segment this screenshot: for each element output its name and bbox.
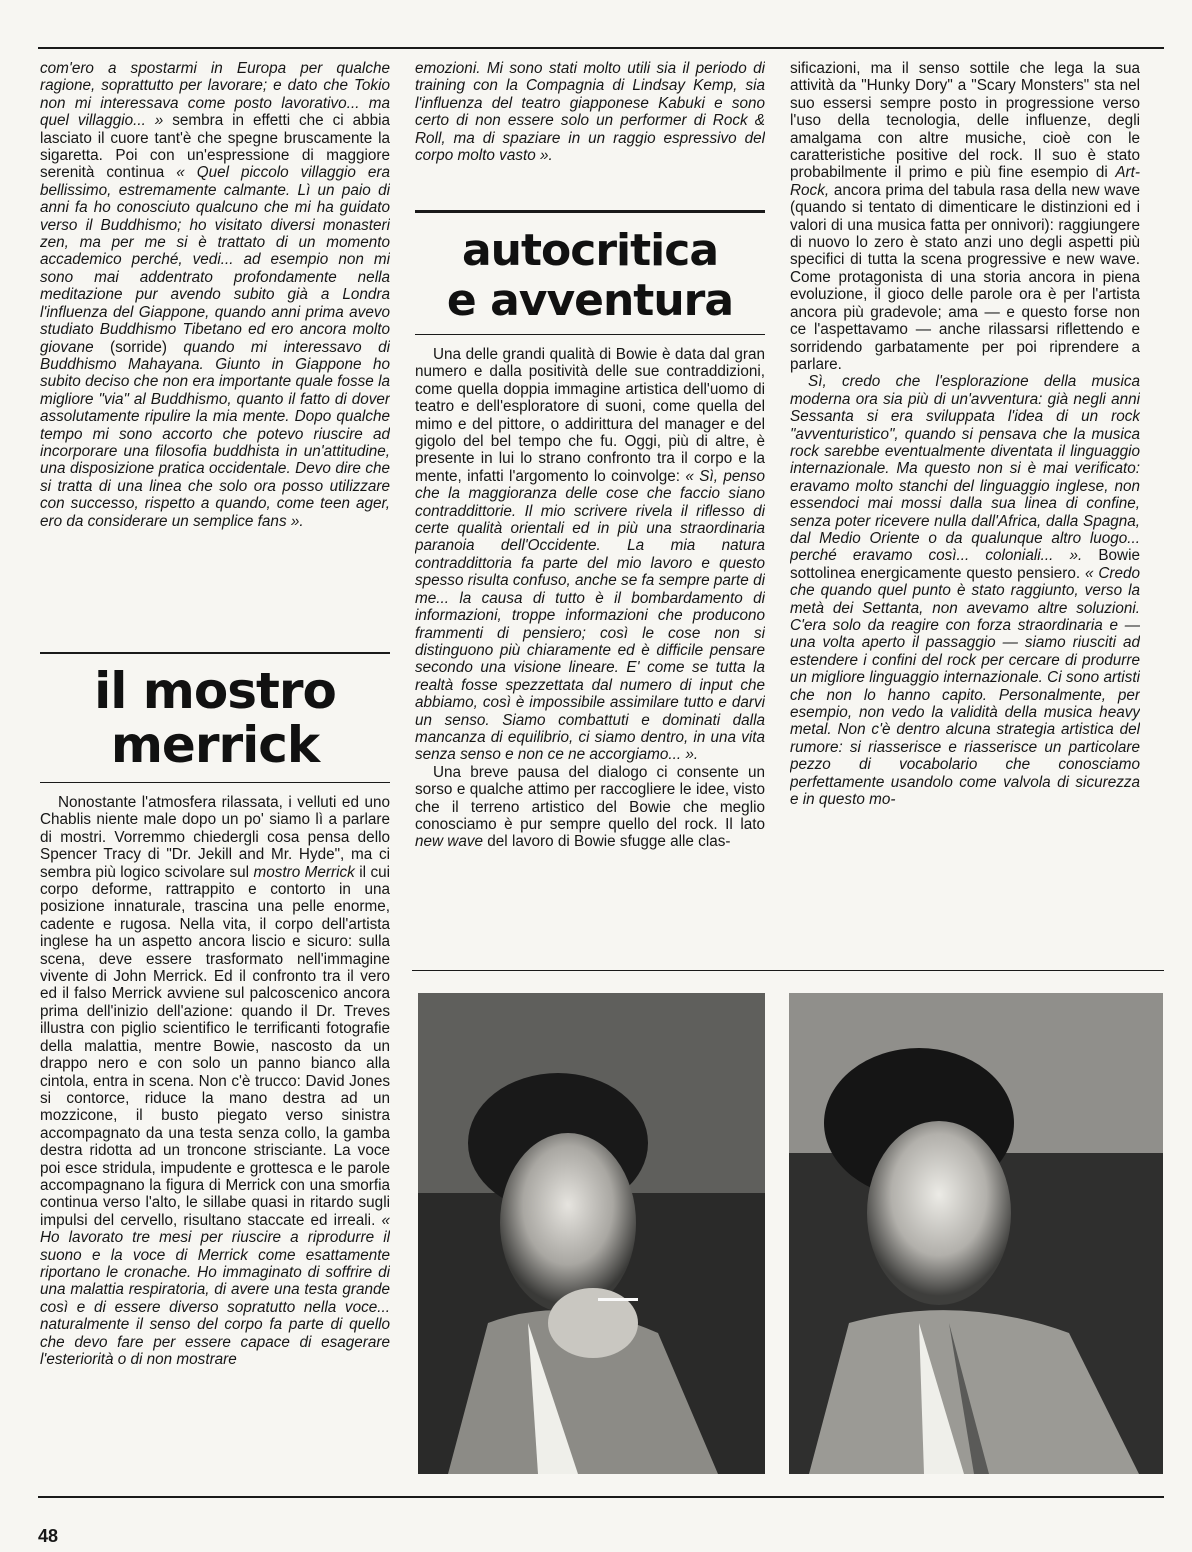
bowie-photo-portrait-image	[789, 993, 1163, 1474]
col1b-p1b: il cui corpo deforme, rattrappito e contorto in una posizione innaturale, trascina una pelle enorme, cadente e rugosa. Nella vita, il corpo dell'artista inglese ha un aspetto ancora liscio e sicuro: sulla scena, deve essere trasformato nell'immagine vivente di John Merrick. Ed il confronto tra il vero ed il falso Merrick avviene sul palcoscenico ancora prima dell'inizio dell'azione: quando il Dr. Treves illustra con piglio scientifico le terrificanti fotografie della malattia, mentre Bowie, nascosto da un drappo nero e con solo un panno bianco alla cintola, entra in scena. Non c'è trucco: David Jones si contorce, riduce la mano destra ad un mozzicone, il busto piegato verso sinistra accompagnato da una testa senza collo, la gamba destra ridotta ad un troncone strisciante. La voce poi esce stridula, impudente e grottesca e le parole accompagnano la figura di Merrick con una smorfia continua verso l'alto, le sillabe quasi in ritardo sugli impulsi del cervello, risultano staccate ed irreali.	[40, 863, 390, 1229]
bottom-rule	[38, 1496, 1164, 1498]
col1b-p1c: « Ho lavorato tre mesi per riuscire a riprodurre il suono e la voce di Merrick come esattamente riportano le cronache. Ho immaginato di soffrire di una malattia respiratoria, di avere una testa grande così e di essere diverso sopratutto nella voce... naturalmente il senso del corpo fa parte di quello che devo fare per essere capace di esagerare l'esteriorità o di non mostrare	[40, 1211, 390, 1368]
column-1-text	[40, 60, 390, 638]
heading2-rule-bottom	[415, 334, 765, 335]
heading2-rule-top	[415, 210, 765, 213]
heading1-rule-bottom	[40, 782, 390, 783]
bowie-photo-portrait	[789, 993, 1163, 1474]
col1-p1d: (sorride)	[110, 338, 167, 356]
photo-rule-top	[412, 970, 1164, 971]
heading1-line1: il mostro	[94, 662, 336, 720]
col1b-p1: Nonostante l'atmosfera rilassata, i velluti ed uno Chablis niente male dopo un po' siamo lì a parlare di mostri. Vorremmo chiedergli cosa pensa dello Spencer Tracy di "Dr. Jekill and Mr. Hyde", ma ci sembra più logico scivolare sul	[40, 794, 390, 881]
col1-p1b: sembra in effetti che ci abbia lasciato il cuore tant'è che spegne bruscamente la sigaretta. Poi con un'espressione di maggiore serenità continua	[40, 112, 390, 182]
col3-p2c: « Credo che quando quel punto è stato raggiunto, verso la metà dei Settanta, non avevamo altre soluzioni. C'era solo da reagire con forza straordinaria e — una volta aperto il passaggio — siamo riusciti ad estendere i confini del rock per cercare di produrre un migliore linguaggio internazionale. Ci sono artisti che non lo hanno capito. Personalmente, per esempio, non vedo la validità della musica heavy metal. Non c'è dentro alcuna strategia artistica del rumore: si riasserisce e riasserisce un particolare pezzo di vocabolario che conosciamo perfettamente usandolo come valvola di sicurezza e in questo mo-	[790, 564, 1140, 809]
col1-p1c: « Quel piccolo villaggio era bellissimo, estremamente calmante. Lì un paio di anni fa ho conosciuto qualcuno che mi ha guidato verso il Buddhismo; ho visitato diversi monasteri zen, ma per me si è trattato di un momento accademico perché, vedi... ad esempio non mi sono mai addentrato profondamente nella meditazione pur avendo subito già a Londra l'influenza del Giappone, quando anni prima avevo studiato Buddhismo Tibetano ed ero ancora molto giovane	[40, 164, 390, 356]
col1-p1e: quando mi interessavo di Buddhismo Mahayana. Giunto in Giappone ho subito deciso che non era importante quale fosse la migliore "via" al Buddhismo, quanto il fatto di dover assolutamente ripulire la mia mente. Dopo qualche tempo mi sono accorto che potevo riuscire ad incorporare una filosofia buddhista in un'attitudine, una disposizione pratica occidentale. Devo dire che si tratta di una linea che solo ora posso utilizzare con successo, rispetto a quando, come teen ager, ero da considerare un semplice fans ».	[40, 338, 390, 530]
top-rule	[38, 47, 1164, 49]
col3-p1-italic: Art-Rock,	[790, 164, 1140, 199]
col3-p2-italic: Sì, credo che l'esplorazione della musica moderna ora sia più di un'avventura: già negli anni Sessanta si era sviluppata l'idea di un rock "avventuristico", quando si pensava che la musica rock sarebbe eventualmente diventata il linguaggio internazionale. Ma questo non si è mai verificato: eravamo molto stanchi del linguaggio inglese, non essendoci mai mossi dalla sua linea di confine, senza poter ricevere nulla dall'Africa, dalla Spagna, dal Medio Oriente o da qualunque altro luogo... perché eravamo così... coloniali... ».	[790, 373, 1140, 565]
col3-p2b: Bowie sottolinea energicamente questo pensiero.	[790, 547, 1140, 582]
heading1-line2: merrick	[110, 716, 320, 774]
col2b-p2: Una breve pausa del dialogo ci consente un sorso e qualche attimo per raccogliere le idee, visto che il terreno artistico del Bowie che meglio conosciamo è pur sempre quello del rock. Il lato	[415, 763, 765, 833]
heading1-rule-top	[40, 652, 390, 654]
col3-p1b: ancora prima del tabula rasa della new wave (quando si tentato di dimenticare le distinzioni ed i valori di una musica fatta per onnivori): raggiungere di nuovo lo zero è stato anzi uno degli aspetti più specifici di tutta la scena progressive e new wave. Come protagonista di una storia ancora in piena evoluzione, il gioco delle parole ora è per l'artista ancora più gradevole; ama — e questo forse non ce l'aspettavamo — anche rilassarsi riflettendo e sorridendo garbatamente per poi riprendere a parlare.	[790, 181, 1140, 373]
col1-p1: com'ero a spostarmi in Europa per qualche ragione, soprattutto per lavorare; e dato che Tokio non mi interessava come posto lavorativo... ma quel villaggio... »	[40, 60, 390, 130]
heading2-line1: autocritica	[461, 225, 719, 276]
heading2-line2: e avventura	[446, 275, 734, 326]
col2-p1: emozioni. Mi sono stati molto utili sia il periodo di training con la Compagnia di Lindsay Kemp, sia l'influenza del teatro giapponese Kabuki e sono certo di non essere solo un performer di Rock & Roll, ma di spaziare in un raggio espressivo del corpo molto vasto ».	[415, 60, 765, 165]
column-2-text	[415, 60, 765, 185]
bowie-photo-smoking	[418, 993, 765, 1474]
col2b-p2-italic: new wave	[415, 833, 484, 851]
bowie-photo-smoking-image	[418, 993, 765, 1474]
col1b-p1-italic: mostro Merrick	[253, 863, 355, 881]
page-number: 48	[38, 1526, 59, 1546]
column-3-text	[790, 60, 1140, 971]
column-2b-text	[415, 346, 765, 971]
col2b-p2b: del lavoro di Bowie sfugge alle clas-	[487, 833, 731, 851]
col2b-p1: Una delle grandi qualità di Bowie è data dal gran numero e dalla positività delle sue contraddizioni, come quella doppia immagine artistica dell'uomo di teatro e dell'esploratore di suoni, come quella del mimo e del pittore, o addirittura del manager e del gigolo del bel tempo che fu. Oggi, più di altre, è presente in lui lo strano confronto tra il corpo e la mente, infatti l'argomento lo coinvolge:	[415, 346, 765, 485]
col2b-p1-italic: « Sì, penso che la maggioranza delle cose che faccio siano contraddittorie. Il mio scrivere rivela il riflesso di certe qualità orientali ed in più una straordinaria paranoia dell'Occidente. La mia natura contraddittoria fa parte del mio lavoro e questo spesso risulta confuso, anche se fa sempre parte di me... la causa di tutto è il bombardamento di informazioni, troppe informazioni che producono frammenti di pensiero; così le cose non si distinguono più chiaramente ed è difficile pensare secondo una visione lineare. E' come se tutta la realtà fosse spezzettata dal numero di input che abbiamo, così è impossibile assimilare tutto e darvi un senso. Siamo combattuti e dominati dalla mancanza di equilibrio, ci siamo dentro, in una vita senza senso e non ce ne accorgiamo... ».	[415, 467, 765, 764]
heading-autocritica-e-avventura	[415, 226, 765, 326]
column-1b-text	[40, 794, 390, 1474]
col3-p1: sificazioni, ma il senso sottile che lega la sua attività da "Hunky Dory" a "Scary Monsters" sta nel suo essersi sempre posto in progressione verso l'uso della tecnologia, delle influenze, degli amalgama con altre musiche, cioè con le caratteristiche positive del rock. Il suo è stato probabilmente il primo e più fine esempio di	[790, 60, 1140, 182]
heading-il-mostro-merrick	[40, 664, 390, 772]
